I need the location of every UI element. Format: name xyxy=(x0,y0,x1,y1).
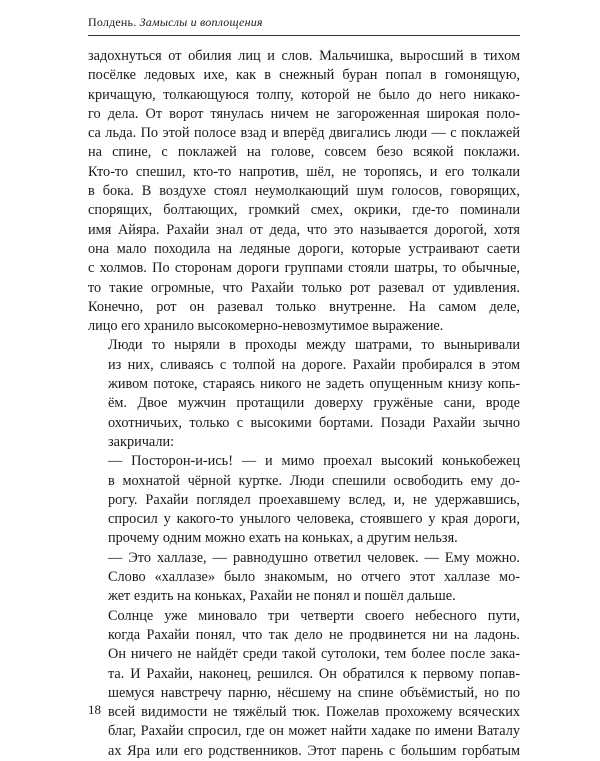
header-subtitle: Замыслы и воплощения xyxy=(139,15,263,29)
text-line: спросил у какого-то унылого человека, стоявшего у края дороги, xyxy=(108,511,520,528)
text-line: Слово «халлазе» было знакомым, но отчего этот халлазе мо- xyxy=(108,569,520,586)
text-line: рогу. Рахайи поглядел проехавшему вслед, и, не удержавшись, xyxy=(108,491,520,508)
text-line: Солнце уже миновало три четверти своего небесного пути, xyxy=(108,607,520,624)
text-line: кричащую, толкающуюся толпу, которой не было до него никако- xyxy=(88,86,520,103)
text-line: на спине, с поклажей на голове, совсем безо всякой поклажи. xyxy=(88,144,520,161)
header-section: Полдень. xyxy=(88,15,137,29)
text-line: из них, сливаясь с толпой на дороге. Рахайи пробирался в этом xyxy=(108,356,520,373)
text-line: жет ездить на коньках, Рахайи не понял и пошёл дальше. xyxy=(108,588,456,605)
text-line: спорящих, болтающих, громкий смех, окрики, где-то поминали xyxy=(88,202,520,219)
text-line: ём. Двое мужчин протащили доверху гружёные сани, вроде xyxy=(108,395,520,412)
text-line: шемуся навстречу парню, нёсшему на спине объёмистый, но по xyxy=(108,684,520,701)
text-line: живом потоке, стараясь никого не задеть опущенным книзу копь- xyxy=(108,376,520,393)
paragraph xyxy=(88,47,520,336)
text-line: са льда. По этой полосе взад и вперёд двигались люди — с поклажей xyxy=(88,125,520,142)
paragraph xyxy=(88,607,520,761)
text-line: благ, Рахайи спросил, где он может найти хадаке по имени Ваталу xyxy=(108,723,520,740)
text-line: то такие огромные, что Рахайи только рот разевал от удивления. xyxy=(88,279,520,296)
page-number: 18 xyxy=(88,702,101,717)
text-line: задохнуться от обилия лиц и слов. Мальчишка, выросший в тихом xyxy=(88,48,520,64)
text-line: охотничьих, только с высокими бортами. Позади Рахайи зычно xyxy=(108,414,520,431)
paragraph xyxy=(88,452,520,548)
text-line: когда Рахайи понял, что так дело не продвинется ни на ладонь. xyxy=(108,626,520,643)
text-line: имя Айяра. Рахайи знал от деда, что это называется дорогой, хотя xyxy=(88,221,520,238)
running-header xyxy=(88,15,263,30)
text-line: с холмов. По сторонам дороги группами стояли шатры, то обычные, xyxy=(88,260,520,277)
paragraph xyxy=(88,549,520,607)
text-line: закричали: xyxy=(108,433,175,450)
text-line: го дела. От ворот тянулась ничем не загороженная широкая поло- xyxy=(88,105,520,122)
text-line: — Это халлазе, — равнодушно ответил человек. — Ему можно. xyxy=(108,549,520,566)
text-line: посёлке ледовых ихе, как в снежный буран попал в гомонящую, xyxy=(88,67,520,84)
text-line: ах Яра или его родственников. Этот парень с большим горбатым xyxy=(108,742,520,759)
header-rule xyxy=(88,35,520,36)
paragraph xyxy=(88,336,520,452)
text-line: прочему одним можно ехать на коньках, а другим нельзя. xyxy=(108,530,458,547)
text-line: Кто-то спешил, кто-то напротив, шёл, не торопясь, и его толкали xyxy=(88,163,520,180)
text-line: Конечно, рот он разевал только внутренне. На самом деле, xyxy=(88,298,520,315)
text-line: Люди то ныряли в проходы между шатрами, то выныривали xyxy=(108,337,520,354)
text-line: — Посторон-и-ись! — и мимо проехал высокий конькобежец xyxy=(108,453,520,470)
text-line: та. И Рахайи, наконец, решился. Он обратился к первому попав- xyxy=(108,665,520,682)
page-body-text xyxy=(88,47,520,761)
text-line: лицо его хранило высокомерно-невозмутимое выражение. xyxy=(88,318,444,335)
text-line: всей видимости не тяжёлый тюк. Пожелав прохожему всяческих xyxy=(108,704,520,721)
text-line: в мохнатой чёрной куртке. Люди спешили освободить ему до- xyxy=(108,472,520,489)
text-line: в бока. В воздухе стоял неумолкающий шум голосов, говорящих, xyxy=(88,183,520,200)
text-line: Он ничего не найдёт среди такой сутолоки, тем более после зака- xyxy=(108,646,520,663)
text-line: она мало походила на ледяные дороги, которые устраивают саети xyxy=(88,240,520,257)
